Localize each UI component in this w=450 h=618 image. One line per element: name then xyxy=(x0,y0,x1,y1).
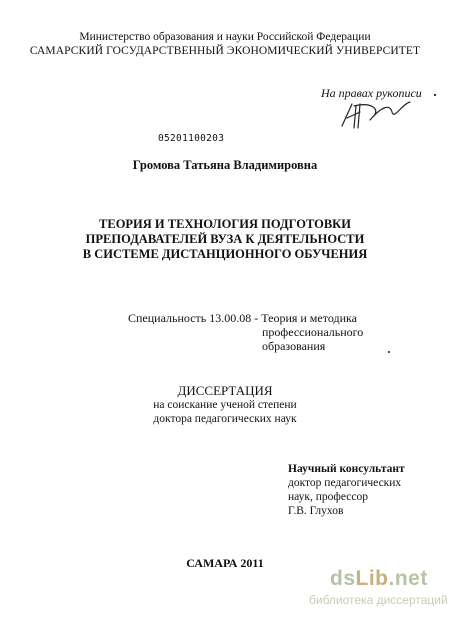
title-line: ПРЕПОДАВАТЕЛЕЙ ВУЗА К ДЕЯТЕЛЬНОСТИ xyxy=(85,232,365,246)
specialty-line: Специальность 13.00.08 - Теория и методика xyxy=(128,311,357,325)
mark-dot xyxy=(434,94,436,96)
degree-line: доктора педагогических наук xyxy=(153,413,297,425)
dissertation-heading: ДИССЕРТАЦИЯ xyxy=(177,383,273,398)
author-name: Громова Татьяна Владимировна xyxy=(132,158,318,172)
university-name: САМАРСКИЙ ГОСУДАРСТВЕННЫЙ ЭКОНОМИЧЕСКИЙ УНИВЕРСИТЕТ xyxy=(29,45,421,57)
specialty-line-continued: образования xyxy=(262,339,326,353)
registration-code: 05201100203 xyxy=(158,133,225,144)
logo-net: .net xyxy=(388,567,428,590)
title-line: В СИСТЕМЕ ДИСТАНЦИОННОГО ОБУЧЕНИЯ xyxy=(82,247,368,261)
consultant-title: Научный консультант xyxy=(288,463,405,475)
consultant-name: Г.В. Глухов xyxy=(288,505,344,517)
consultant-rank: наук, профессор xyxy=(288,491,368,503)
dissertation-title xyxy=(0,217,450,262)
watermark-logo[interactable] xyxy=(330,567,428,591)
watermark-caption: библиотека диссертаций xyxy=(309,593,448,607)
title-line: ТЕОРИЯ И ТЕХНОЛОГИЯ ПОДГОТОВКИ xyxy=(99,217,351,231)
specialty-line-continued: профессионального xyxy=(262,325,364,339)
logo-lib: Lib xyxy=(355,567,389,590)
consultant-degree: доктор педагогических xyxy=(288,477,402,489)
ministry-name: Министерство образования и науки Российской Федерации xyxy=(79,31,371,43)
handwritten-signature xyxy=(330,98,420,132)
city-year: САМАРА 2011 xyxy=(186,556,264,570)
manuscript-note: На правах рукописи xyxy=(321,86,422,100)
mark-dot xyxy=(388,351,390,353)
logo-ds: ds xyxy=(330,567,356,590)
degree-line: на соискание ученой степени xyxy=(153,399,297,411)
